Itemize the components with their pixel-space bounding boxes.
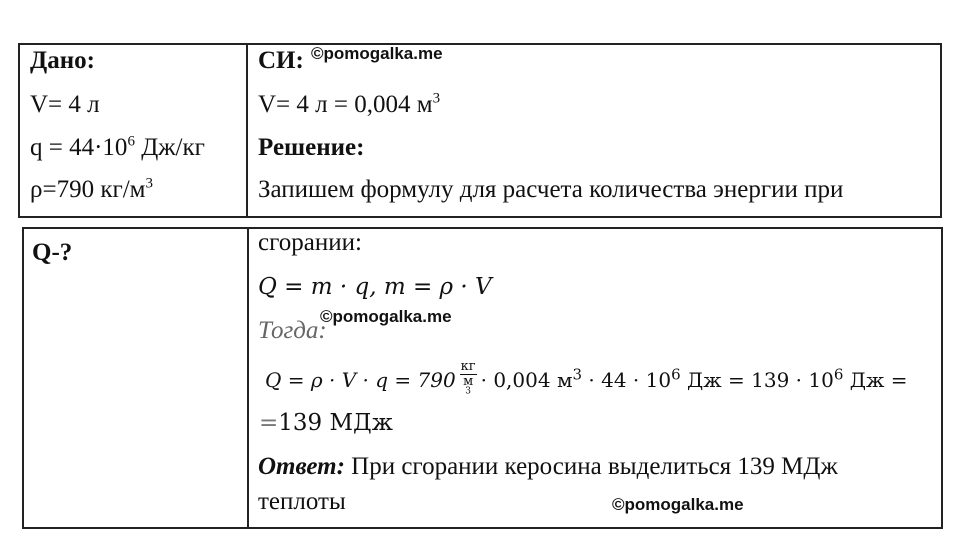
watermark-bottom: ©pomogalka.me: [612, 495, 744, 514]
si-heading: СИ:: [258, 47, 304, 74]
watermark-middle: ©pomogalka.me: [320, 307, 452, 326]
then-label: Тогда:: [258, 317, 327, 344]
given-density: ρ=790 $кг/м^3$: [30, 175, 153, 203]
solution-intro-line1: Запишем формулу для расчета количества энергии при: [258, 176, 844, 203]
si-conversion: V= 4 л = 0,004 $м^3$: [258, 90, 441, 118]
calculation-result: =139 МДж: [259, 410, 393, 436]
solution-intro-line2: сгорании:: [258, 229, 362, 256]
answer-label: Ответ:: [258, 453, 345, 480]
calculation-line: Q = ρ · V · q = 790 кг м $^3$ · 0,004 $м^3 \cdot 44 \cdot 10^6$ Дж = $139 \cdot 10^6$ Дж =: [265, 360, 908, 403]
answer-line: Ответ: При сгорании керосина выделиться 139 МДж: [258, 453, 838, 480]
answer-line-2: теплоты: [258, 488, 346, 515]
formula-line: Q = m · q, m = ρ · V: [258, 274, 492, 300]
given-heat-of-combustion: $q = 44\cdot 10^6$ Дж/кг: [30, 133, 205, 161]
given-heading: Дано:: [30, 47, 95, 74]
watermark-top: ©pomogalka.me: [311, 44, 443, 63]
find-quantity: Q-?: [32, 239, 73, 266]
given-table-top-divider: [246, 43, 248, 218]
unit-fraction: кг м $^3$: [460, 359, 476, 397]
solution-heading: Решение:: [258, 134, 365, 161]
given-volume: V= 4 л: [30, 91, 100, 118]
given-table-bottom-divider: [247, 227, 249, 529]
